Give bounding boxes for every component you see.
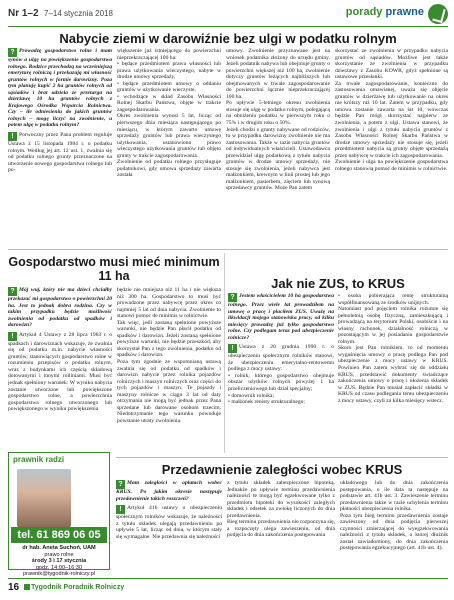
question-icon: ? xyxy=(8,48,17,57)
footer-brand: Tygodnik Poradnik Rolniczy xyxy=(24,584,124,591)
column-divider xyxy=(224,253,225,453)
question-icon: ? xyxy=(228,293,237,302)
article4-column2: z tytułu składek zabezpieczone hipoteką. Jednakże po upływie terminu przedawnienia należności te mogą być egzekwowane tylko z przedmiotu hipoteki do wysokości zaległych składek i odsetek za zwłokę liczonych do dnia przedawnienia. Bieg terminu przedawnienia nie rozpoczyna się, a rozpoczęty ulega zawieszeniu, od dnia podjęcia do dnia zakończenia postępowania xyxy=(227,480,335,539)
lawyer-box xyxy=(8,452,110,578)
article1-title: Nabycie ziemi w darowiźnie bez ulgi w podatku rolnym xyxy=(59,31,397,46)
footer-divider xyxy=(8,578,448,579)
article3-title: Jak nie ZUS, to KRUS xyxy=(271,276,405,291)
question-icon: ? xyxy=(8,287,17,296)
article2-column1: ? Mój wuj, który nie ma dzieci chciałby przekazać mi gospodarstwo o powierzchni 20 ha. Jest to jednak dobra rodzina. Czy w takim przypadku będzie możliwość zwolnienia od podatku od spadków i darowizn? ! Artykuł 4 Ustawy z 28 lipca 1983 r. o spadkach i darowiznach wskazuje, że zwalnia się od podatku m.in. nabycie własności gruntów, stanowiących gospodarstwo rolne w rozumieniu przepisów o podatku rolnym, wraz z budynkami ich częścią składową dotowanymi i innymi rolliniami. Musi być jednak spełniony warunek: W wyniku nabycia zostanie utworzone lub powiększone gospodarstwo rolne, a powierzchnia gospodarstwa rolnego utworzonego lub powiększonego w wyniku powiększenia xyxy=(8,287,112,413)
question-icon: ? xyxy=(116,480,125,489)
lawyer-name: dr hab. Aneta Suchoń, UAM xyxy=(22,545,96,551)
lawyer-info xyxy=(11,545,107,578)
article2-title: Gospodarstwo musi mieć minimum 11 ha xyxy=(8,255,220,283)
answer-icon: ! xyxy=(228,344,237,353)
brand-icon xyxy=(24,584,30,590)
section-logo-icon xyxy=(428,4,448,24)
article4-column3: układowego lub do dnia zakończenia postępowania, o ile data ta następuje na podstawie art. 41b ust. 3. Zawieszenie terminu przedawnienia także w razie uchylenia terminu płatności ubezpieczenia rolnika. Poza tym bieg terminu przedawnienia zostaje zawieszony od dnia podjęcia pierwszej czynności zmierzającej do wyegzekwowania należności z tytułu składek, o której dłużnik został zawiadomiony, do dnia zakończenia postępowania egzekucyjnego (art. 41b ust. 4). xyxy=(340,480,448,552)
lawyer-photo xyxy=(17,469,71,527)
issue-date: 7–14 stycznia 2018 xyxy=(44,9,113,18)
header-divider xyxy=(8,26,448,27)
divider xyxy=(8,249,448,250)
lawyer-phone[interactable]: tel. 61 869 06 05 xyxy=(11,527,107,543)
lawyer-specialty: prawo rolne xyxy=(44,551,74,558)
article1-column4: skorzystać ze zwolnienia w przypadku nabycia gruntów od sąsiadów. Możliwe jest także skorzystanie ze zwolnienia w przypadku dzierżawy z Zasobu KOWR, gdyż spełnione są ustawowe przesłanki. Za trwałe zagospodarowanie, konieczne do zastosowania omawianej, uważa się objęcie gruntów w dzierżawę lub użytkowanie na okres nie krótszy niż 10 lat. Zatem w przypadku, gdy umowa zostanie zawarta na lat 10, wówczas będzie Pan mógł skorzystać najpierw ze zwolnienia, a potem z ulgi. Ustawa stanowi, że zwolnienia i ulgi z tytułu nabycia gruntów z Zasobu Własności Rolnej Skarbu Państwa w drodze umowy sprzedaży nie stosuje się, jeżeli przedmiotem nabycia są grunty objęte sprzedażą przez nabywcę w trakcie ich zagospodarowania. Zwolnienie i ulga na powiększenie gospodarstwa rolnego stanowią pomoc de minimis w rolnictwie. xyxy=(335,48,448,172)
article3-column2: • osoba pobierająca rentę strukturalną współfinansowaną ze środków unijnych. Natomiast pod pojęciem rolnika rozumie się pełnoletnią osobę fizyczną, zamieszkującą i prowadzącą na terytorium Polski, osobiście i na własny rachunek, działalność rolniczą w pozostającym w jej posiadaniu gospodarstwie rolnym. Skoro jest Pan rolnikiem, to od momentu wygaśnięcia umowy o pracę podlega Pan pod ubezpieczenie z mocy ustawy w KRUS. Powinien Pan zatem wybrać się do oddziału KRUS, przedstawić dokumenty świadczące zakończenia umowy o pracę i ułożenia składek w ZUS. Będzie Pan musiał zapłacić składki w KRUS od czasu podlegania temu ubezpieczeniu z mocy ustawy, czyli za kilka miesięcy wstecz. xyxy=(338,293,448,404)
page-number: 16 xyxy=(8,582,20,593)
answer-icon: ! xyxy=(116,505,125,514)
lawyer-box-tag: prawnik radzi xyxy=(13,455,65,464)
lawyer-days: środy 3 i 17 stycznia xyxy=(31,558,87,565)
page-footer xyxy=(8,581,448,595)
section-title: porady prawne xyxy=(345,6,424,18)
answer-icon: ! xyxy=(8,332,17,341)
article4-column1: ? Mam zaległości w opłatach wobec KRUS. Po jakim okresie następuje przedawnienie takich roszczeń? ! Artykuł 41b ustawy o ubezpieczeniu społecznym rolników wskazuje, że należności z tytułu składek ulegają przedawnieniu po upływie 5 lat, licząc od dnia, w którym stały się wymagalne. Nie przedawnia się należności xyxy=(116,480,222,540)
lawyer-email[interactable]: prawnik@tygodnik-rolniczy.pl xyxy=(22,571,96,578)
article4-title: Przedawnienie zaległości wobec KRUS xyxy=(161,462,403,477)
article1-column1: ? Prowadzę gospodarstwo rolne i mam synów a ulgę na powiększenie gospodarstwa rolnego. Rodzice przechodzą na wcześniejszą emeryturę rolniczą i przekazują mi własność gruntów rolnych w formie darowizny. Poza tym planuję kupić 2 ha gruntów rolnych od sąsiadów i brat udziela ze przetarga na dzierżawę 10 ha gruntów rolnych z Krajowego Ośrodka Wsparcia Rolnictwa. Czy – ile odniesieniu do jakich gruntów rolnych – mogę liczyć na zwolnienie, a potem ulgę w podatku rolnym? ! Porwoczny przez Pana problem reguluje Ustawa z 15 listopada 1984 r. o podatku rolnym. Według jej art. 12 ust. 1, zwalnia się od podatku rolnego grunty przeznaczone na utworzenie nowego gospodarstwa rolnego lub po- xyxy=(8,48,112,174)
page-header xyxy=(8,4,448,26)
article3-column1: ? Jestem właścicielem 10 ha gospodarstwa rolnego. Przez wiele lat prowadziłem na umowę o pracę i płaciłem ZUS. Uważę na likwidacji mojego stanowiska pracy, od kilku miesięcy prowadzę już tylko gospodarstwo rolne. Czy podlegam teraz pod ubezpieczenie rolnicze? ! Ustawa z 20 grudnia 1990 r. o ubezpieczeniu społecznym rolników stanowi, że ubezpieczeniu emerytalno-rentowemu podlega z mocy ustawy: • rolnik, którego gospodarstwo obejmuje obszar użytków rolnych powyżej 1 ha przeliczeniowego lub dział specjalny; • domownik rolnika; • małżonek renisty strukturalnego; xyxy=(228,293,334,406)
divider xyxy=(116,457,448,458)
lawyer-hours: godz. 14:00–16:30 xyxy=(35,564,83,571)
article1-column3: umowy. Zwolnienie przyznawane jest na wniosek podatnika złożony do urzędu gminy. Jeżeli podatnik nabywa lub obejmuje grunty o powierzchni większej niż 100 ha, zwolnienie dotyczy gruntów leżących najbliższych lub obejmowanych w trwale zagospodarowanie do powierzchni łącznie nieprzekraczającej 100 ha. Po upływie 5-letniego okresu zwolnienia stosuje się ulgę w podatku rolnym, polegającą na obniżeniu podatku w pierwszym roku o 75% i w drugim roku o 50%. Jeżeli chodzi o grunty nabywane od rodziców, to w przypadku darowizny zwolnienie nie ma zastosowania. Także w razie nabycia gruntów od indywidualnych właścicieli. Ustawodawca przewidział ulgę podatkową z tytułu nabycia gruntów w drodze umowy sprzedaży, nie stosuje się zwolnienia, jeżeli nabywca jest małżonkiem, krewnym w linii prostej lub jego małżonkiem, pasierbem, zięciem lub synową sprzedawcy gruntów. Może Pan zatem xyxy=(226,48,330,192)
answer-icon: ! xyxy=(8,132,17,141)
article1-column2: większenie już istniejącego do powierzchni nieprzekraczającej 100 ha: • będące przedmiotem prawa własności lub prawa użytkowania wieczystego, nabyte w drodze umowy sprzedaży, • będące przedmiotem umowy o oddaniu gruntów w użytkowanie wieczyste, • wchodzące w skład Zasobu Własności Rolnej Skarbu Państwa, objęte w trakcie zagospodarowania. Okres zwolnienia wynosi 5 lat, licząc od pierwszego dnia miesiąca następującego po miesiącu, w którym zawarto umowę sprzedaży gruntów lub prawa wieczystego użytkowania, ustanowiono prawo wieczystego użytkowania gruntów lub objęto grunty w trakcie zagospodarowania. Zwolnienie od podatku rolnego przysługuje podatnikowi, gdy umowa sprzedaży zawarta została xyxy=(117,48,221,179)
article2-column2: będzie nie mniejsza niż 11 ha i nie większa niż 300 ha. Gospodarstwo to musi być prowadzone przez nabywcę przez okres co najmniej 5 lat od dnia nabycia. Zwolnienie to stanowi pomoc de minimis w rolnictwie. Tak więc, jeśli zostaną spełnione powyższe warunki, nie będzie Pan płacił podatku od spadków i darowizn. Jeżeli zostaną spełnione powyższe warunki, nie będzie przeszkód, aby skorzystał Pan z tego zwolnienia, podatku od spadków i darowizn. Poza tym zgodnie ze wspomnianą ustawą zwalnia się od podatku od spadków i darowizn nabycie przez rolnika pojazdów rolniczych i maszyn rolniczych oraz części do tych pojazdów i maszyn. Te pojazdy i maszyny rolnicze w ciągu 3 lat od daty otrzymania nie mogą być jednak przez Pana sprzedane lub darowane osobom trzecim. Niedotrzymanie tego warunku powoduje powstanie utraty zwolnienia. xyxy=(117,287,221,424)
issue-number: Nr 1–2 xyxy=(8,8,39,19)
